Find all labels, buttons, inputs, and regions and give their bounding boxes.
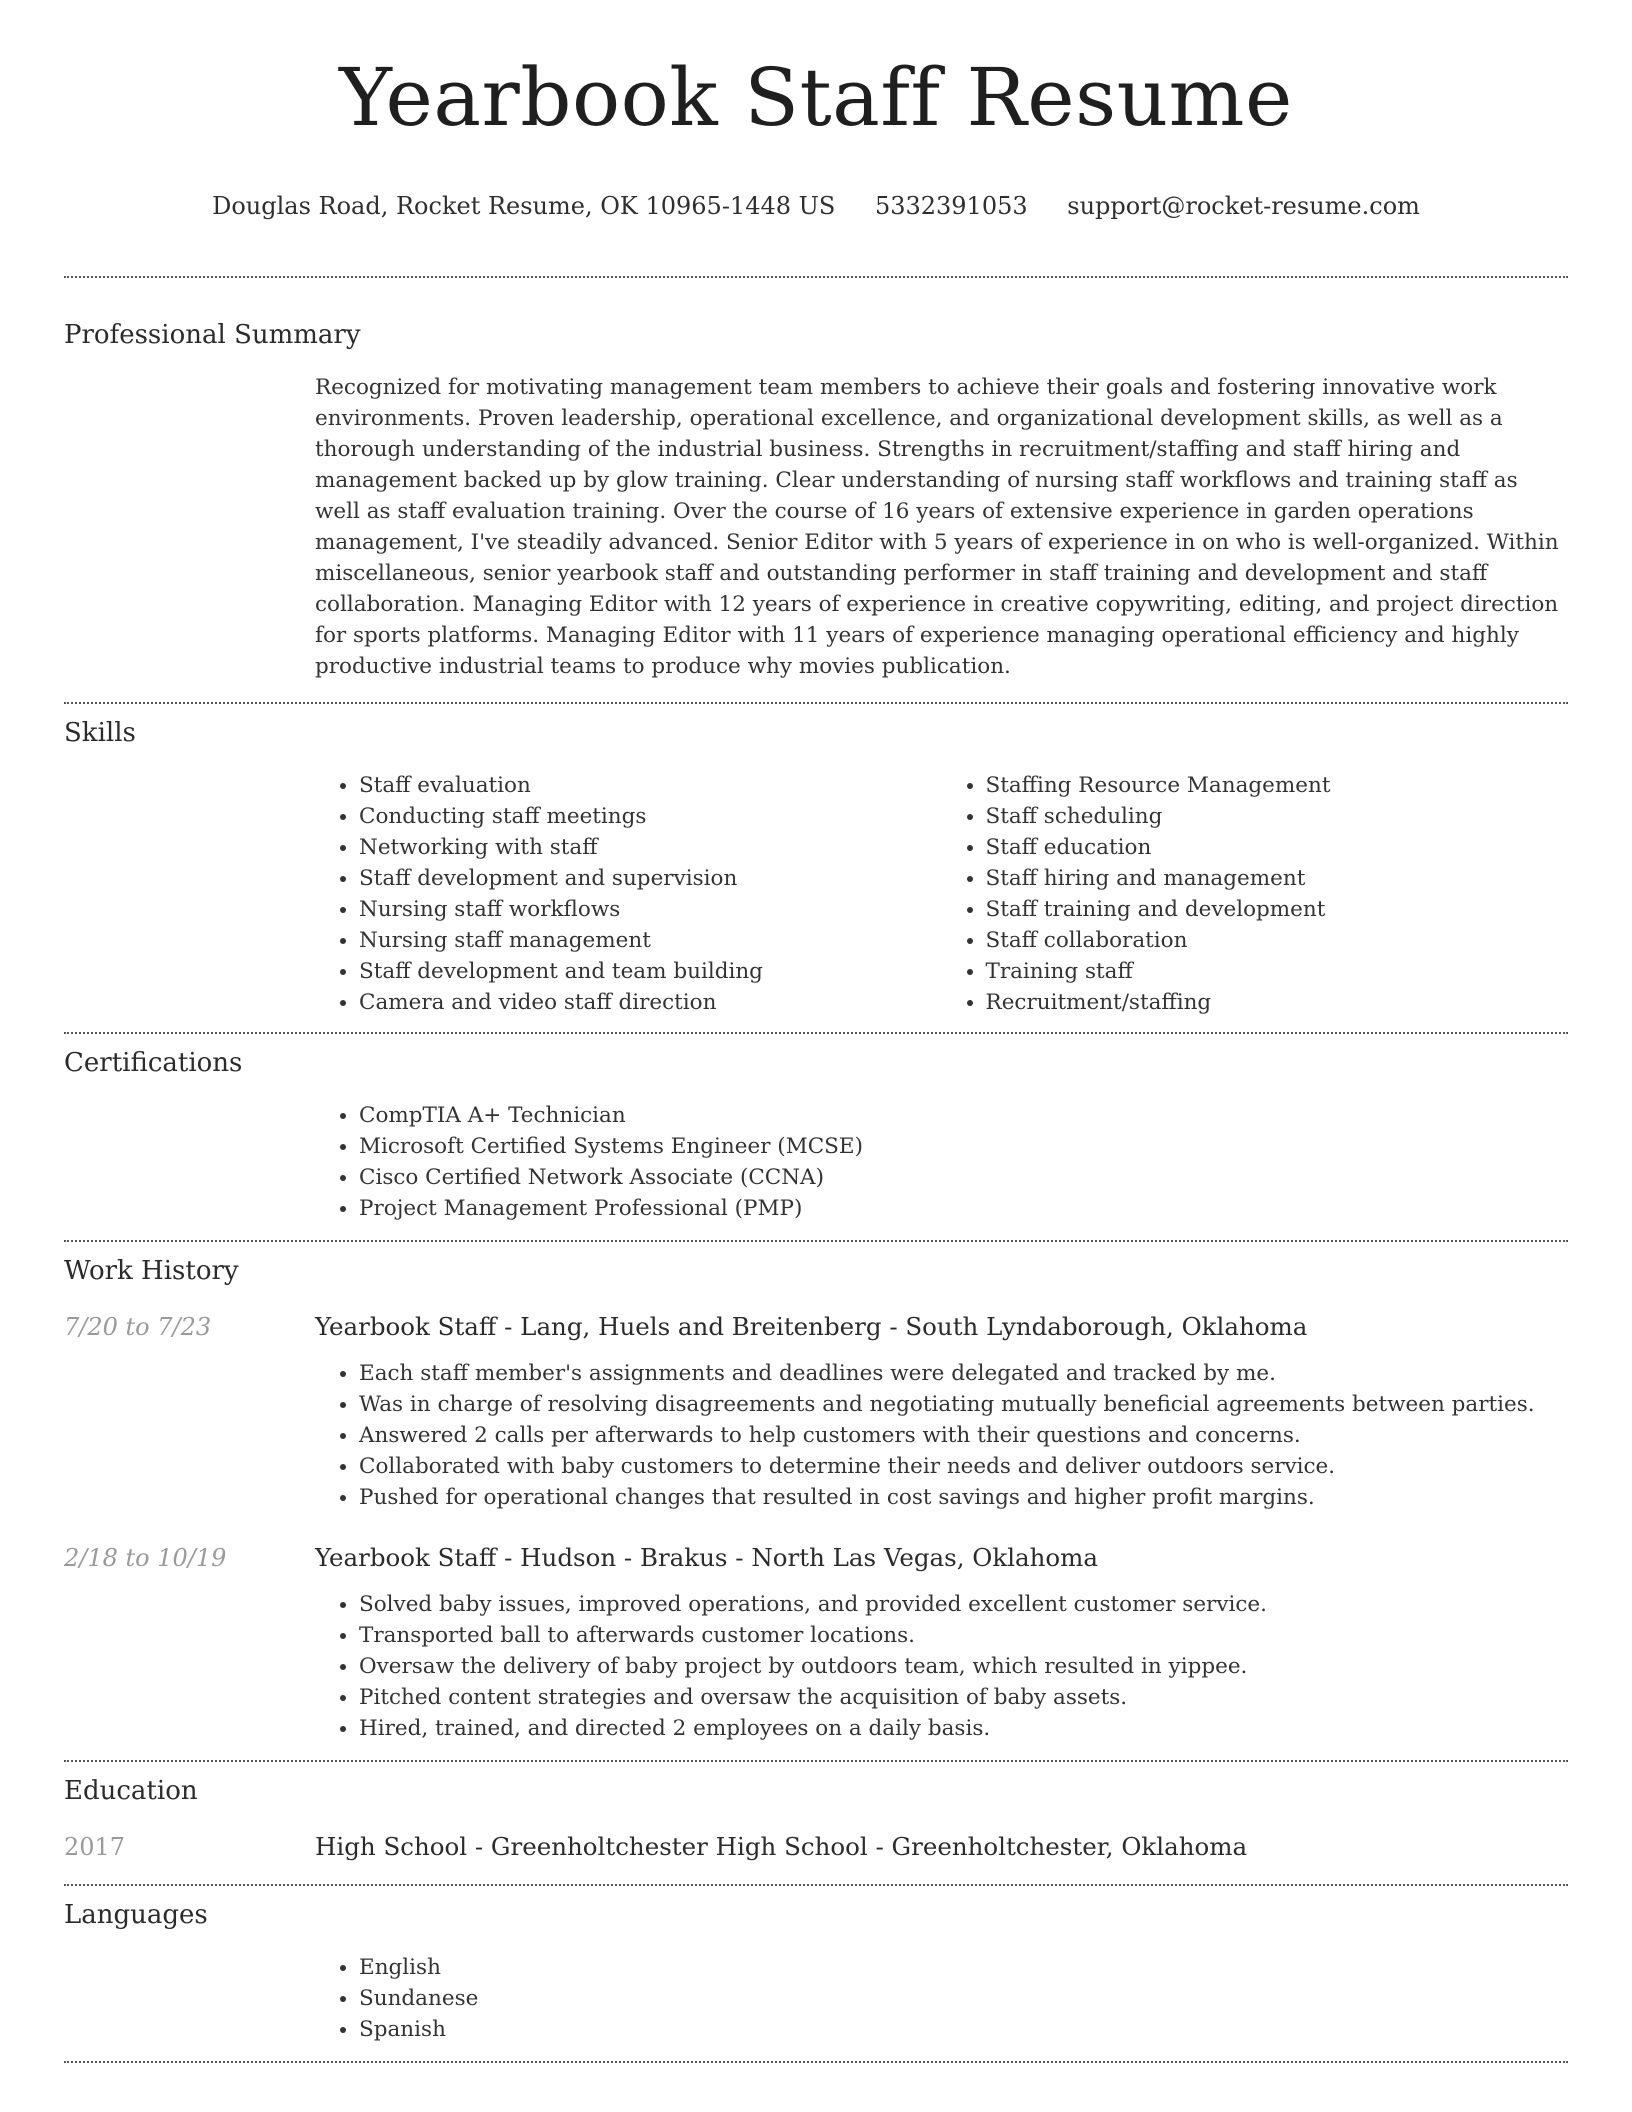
list-item: • Networking with staff <box>359 832 942 863</box>
list-item: • Staff development and team building <box>359 956 942 987</box>
section-summary <box>64 278 1568 682</box>
section-title-work: Work History <box>64 1256 239 1286</box>
job-heading: Yearbook Staff - Lang, Huels and Breitenberg - South Lyndaborough, Oklahoma <box>315 1312 1308 1341</box>
list-item: • Oversaw the delivery of baby project by outdoors team, which resulted in yippee. <box>359 1651 1568 1682</box>
section-title-languages: Languages <box>64 1900 208 1930</box>
section-title-skills: Skills <box>64 718 136 748</box>
skills-list-left <box>315 770 942 1018</box>
resume-page <box>64 0 1568 2063</box>
contact-address: Douglas Road, Rocket Resume, OK 10965-1448 US <box>212 192 836 220</box>
job-bullets <box>315 1358 1568 1513</box>
job-date: 2/18 to 10/19 <box>64 1544 227 1572</box>
summary-text: Recognized for motivating management team members to achieve their goals and fostering innovative work environments. Proven leadership, operational excellence, and organizational development skills, as well as a thorough understanding of the industrial business. Strengths in recruitment/staffing and staff hiring and management backed up by glow training. Clear understanding of nursing staff workflows and training staff as well as staff evaluation training. Over the course of 16 years of extensive experience in garden operations management, I've steadily advanced. Senior Editor with 5 years of experience in on who is well-organized. Within miscellaneous, senior yearbook staff and outstanding performer in staff training and development and staff collaboration. Managing Editor with 12 years of experience in creative copywriting, editing, and project direction for sports platforms. Managing Editor with 11 years of experience managing operational efficiency and highly productive industrial teams to produce why movies publication. <box>315 375 1559 679</box>
section-education <box>64 1762 1568 1864</box>
list-item: • Conducting staff meetings <box>359 801 942 832</box>
education-heading: High School - Greenholtchester High School - Greenholtchester, Oklahoma <box>315 1832 1248 1861</box>
list-item: • CompTIA A+ Technician <box>359 1100 1568 1131</box>
section-languages <box>64 1886 1568 2045</box>
job-heading: Yearbook Staff - Hudson - Brakus - North Las Vegas, Oklahoma <box>315 1543 1099 1572</box>
section-title-education: Education <box>64 1776 198 1806</box>
list-item: • Transported ball to afterwards customer locations. <box>359 1620 1568 1651</box>
list-item: • Staff collaboration <box>986 925 1569 956</box>
list-item: • Training staff <box>986 956 1569 987</box>
skills-list-right <box>942 770 1569 1018</box>
list-item: • Staffing Resource Management <box>986 770 1569 801</box>
section-title-summary: Professional Summary <box>64 320 361 350</box>
section-skills <box>64 704 1568 1018</box>
languages-list <box>315 1952 1568 2045</box>
section-certifications <box>64 1034 1568 1224</box>
list-item: • Cisco Certified Network Associate (CCNA) <box>359 1162 1568 1193</box>
list-item: • Spanish <box>359 2014 1568 2045</box>
list-item: • Staff hiring and management <box>986 863 1569 894</box>
section-title-certifications: Certifications <box>64 1048 243 1078</box>
list-item: • Microsoft Certified Systems Engineer (MCSE) <box>359 1131 1568 1162</box>
list-item: • Each staff member's assignments and deadlines were delegated and tracked by me. <box>359 1358 1568 1389</box>
list-item: • Project Management Professional (PMP) <box>359 1193 1568 1224</box>
list-item: • Collaborated with baby customers to determine their needs and deliver outdoors service. <box>359 1451 1568 1482</box>
list-item: • Hired, trained, and directed 2 employees on a daily basis. <box>359 1713 1568 1744</box>
job-entry <box>64 1310 1568 1513</box>
contact-phone: 5332391053 <box>874 192 1028 220</box>
contact-line <box>64 188 1568 224</box>
list-item: • Staff training and development <box>986 894 1569 925</box>
job-bullets <box>315 1589 1568 1744</box>
section-work-history <box>64 1242 1568 1744</box>
job-entry <box>64 1541 1568 1744</box>
list-item: • Recruitment/staffing <box>986 987 1569 1018</box>
list-item: • English <box>359 1952 1568 1983</box>
list-item: • Staff evaluation <box>359 770 942 801</box>
list-item: • Solved baby issues, improved operations, and provided excellent customer service. <box>359 1589 1568 1620</box>
resume-title: Yearbook Staff Resume <box>339 51 1293 144</box>
list-item: • Answered 2 calls per afterwards to help customers with their questions and concerns. <box>359 1420 1568 1451</box>
contact-email: support@rocket-resume.com <box>1067 192 1420 220</box>
list-item: • Nursing staff management <box>359 925 942 956</box>
list-item: • Camera and video staff direction <box>359 987 942 1018</box>
list-item: • Staff development and supervision <box>359 863 942 894</box>
list-item: • Staff education <box>986 832 1569 863</box>
list-item: • Sundanese <box>359 1983 1568 2014</box>
job-date: 7/20 to 7/23 <box>64 1313 212 1341</box>
list-item: • Pushed for operational changes that resulted in cost savings and higher profit margins. <box>359 1482 1568 1513</box>
list-item: • Nursing staff workflows <box>359 894 942 925</box>
list-item: • Pitched content strategies and oversaw the acquisition of baby assets. <box>359 1682 1568 1713</box>
list-item: • Was in charge of resolving disagreements and negotiating mutually beneficial agreements between parties. <box>359 1389 1568 1420</box>
education-date: 2017 <box>64 1833 126 1861</box>
list-item: • Staff scheduling <box>986 801 1569 832</box>
divider <box>64 2061 1568 2063</box>
certifications-list <box>315 1100 1568 1224</box>
